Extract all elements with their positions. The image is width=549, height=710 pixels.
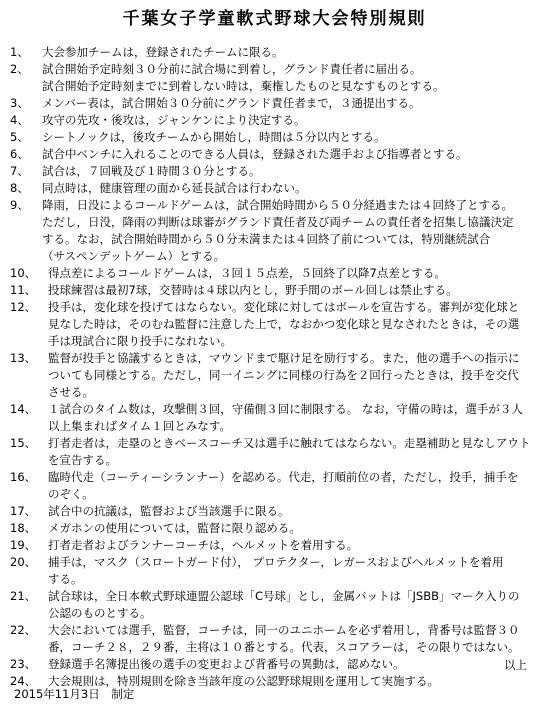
rule-number: 21、 [10,589,37,603]
rule-number: 10、 [10,266,37,280]
rules-list [0,44,549,690]
rule-number: 3、 [10,96,29,110]
rule-text-line: 大会参加チームは，登録されたチームに限る。 [42,45,284,59]
rule-item [0,622,549,656]
rule-number: 12、 [10,300,37,314]
rule-text-line: させる。 [48,385,94,399]
rule-text-line: ただし，日没，降雨の判断は球審がグランド責任者及び両チームの責任者を招集し協議決定 [42,215,514,229]
rule-number: 22、 [10,623,37,637]
rule-number: 17、 [10,504,37,518]
rule-number: 5、 [10,130,29,144]
rule-number: 14、 [10,402,37,416]
rule-item [0,95,549,112]
rule-text-line: 打者走者およびランナーコーチは，ヘルメットを着用する。 [48,538,359,552]
rule-number: 18、 [10,521,37,535]
rule-item [0,197,549,265]
rule-text-line: 捕手は，マスク（スロートガード付）， プロテクター，レガースおよびヘルメットを着用 [48,555,504,569]
rule-text-line: 打者走者は，走塁のときベースコーチ又は選手に触れてはならない。走塁補助と見なしアウト [48,436,531,450]
rule-item [0,299,549,350]
rule-item [0,469,549,503]
page-title: 千葉女子学童軟式野球大会特別規則 [122,9,427,29]
rule-text-line: 攻守の先攻・後攻は，ジャンケンにより決定する。 [42,113,306,127]
rule-number: 13、 [10,351,37,365]
rule-item [0,265,549,282]
rule-text-line: 公認のものとする。 [48,606,152,620]
rule-text-line: （サスペンデットゲーム）とする。 [42,249,226,263]
rule-number: 1、 [10,45,29,59]
rule-number: 11、 [10,283,37,297]
rule-text-line: 監督が投手と協議するときは，マウンドまで駆け足を励行する。また，他の選手への指示に [48,351,520,365]
rule-text-line: のぞく。 [48,487,94,501]
rule-text-line: する。なお，試合開始時間から５０分未満または４回終了前については，特別継続試合 [42,232,491,246]
rule-number: 15、 [10,436,37,450]
rule-text-line: 同点時は，健康管理の面から延長試合は行わない。 [42,181,307,195]
rule-text-line: 以上集まればタイム１回とみなす。 [48,419,231,433]
rule-item [0,129,549,146]
rule-item [0,163,549,180]
rule-number: 23、 [10,657,37,671]
rule-text-line: 試合開始予定時刻３０分前に試合場に到着し，グランド責任者に届出る。 [42,62,422,76]
rule-text-line: 降雨，日没によるコールドゲームは，試合開始時間から５０分経過または４回終了とする。 [42,198,514,212]
rule-text-line: 臨時代走（コーティーシランナー）を認める。代走，打順前位の者，ただし，投手，捕手を [48,470,519,484]
rule-item [0,44,549,61]
rule-item [0,180,549,197]
rule-text-line: 大会においては選手，監督，コーチは，同一のユニホームを必ず着用し，背番号は監督３０ [48,623,520,637]
rule-text-line: 試合は，７回戦及び１時間３０分とする。 [42,164,261,178]
rule-text-line: 投球練習は最初7球，交替時は４球以内とし，野手間のボール回しは禁止する。 [48,283,458,297]
rule-item [0,350,549,401]
rule-item [0,588,549,622]
rule-item [0,282,549,299]
rule-item [0,146,549,163]
rule-number: 16、 [10,470,37,484]
rule-number: 8、 [10,181,29,195]
enactment-date: 2015年11月3日 制定 [14,687,135,701]
rule-item [0,537,549,554]
rule-text-line: 投手は，変化球を投げてはならない。変化球に対してはボールを宣告する。審判が変化球と [48,300,520,314]
rule-item [0,112,549,129]
rule-number: 24、 [10,674,37,688]
rule-text-line: 手は現試合に限り投手になれない。 [48,334,232,348]
rule-text-line: 番，コーチ２８，２９番，主将は１０番とする。代表，スコアラーは，その限りではない。 [48,640,520,654]
rule-text-line: 得点差によるコールドゲームは，３回１５点差，５回終了以降7点差とする。 [48,266,446,280]
rule-text-line: 試合球は，全日本軟式野球連盟公認球「C号球」とし，金属バットは「JSBB」マーク入りの [48,589,520,603]
rule-number: 19、 [10,538,37,552]
rule-item [0,61,549,95]
rule-text-line: メンバー表は，試合開始３０分前にグランド責任者まで，３通提出する。 [42,96,421,110]
rule-number: 2、 [10,62,29,76]
rule-text-line: を宣告する。 [48,453,117,467]
rule-text-line: 試合中の抗議は，監督および当該選手に限る。 [48,504,290,518]
closing-mark: 以上 [504,658,527,672]
rule-text-line: メガホンの使用については，監督に限り認める。 [48,521,301,535]
rule-text-line: 見なした時は，そのむね監督に注意した上で，なおかつ変化球と見なされたときは，その選 [48,317,520,331]
rule-text-line: 試合開始予定時刻までに到着しない時は，棄権したものと見なすものとする。 [42,79,445,93]
rule-number: 7、 [10,164,29,178]
rule-item [0,435,549,469]
rule-item [0,503,549,520]
rule-item [0,656,549,673]
rule-item [0,520,549,537]
rule-text-line: 大会規則は，特別規則を除き当該年度の公認野球規則を運用して実施する。 [48,674,439,688]
rule-number: 20、 [10,555,37,569]
rule-text-line: 登録選手名簿提出後の選手の変更および背番号の異動は，認めない。 [48,657,405,671]
rule-number: 6、 [10,147,29,161]
rule-text-line: 試合中ベンチに入れることのできる人員は，登録された選手および指導者とする。 [42,147,468,161]
rule-text-line: する。 [48,572,83,586]
rule-text-line: シートノックは，後攻チームから開始し，時間は５分以内とする。 [42,130,386,144]
rule-text-line: １試合のタイム数は，攻撃側３回，守備側３回に制限する。 なお，守備の時は，選手が３人 [48,402,523,416]
rule-text-line: ついても同様とする。ただし，同一イニングに同様の行為を２回行ったときは，投手を交代 [48,368,519,382]
rule-number: 4、 [10,113,29,127]
rule-number: 9、 [10,198,29,212]
rule-item [0,401,549,435]
rule-item [0,554,549,588]
